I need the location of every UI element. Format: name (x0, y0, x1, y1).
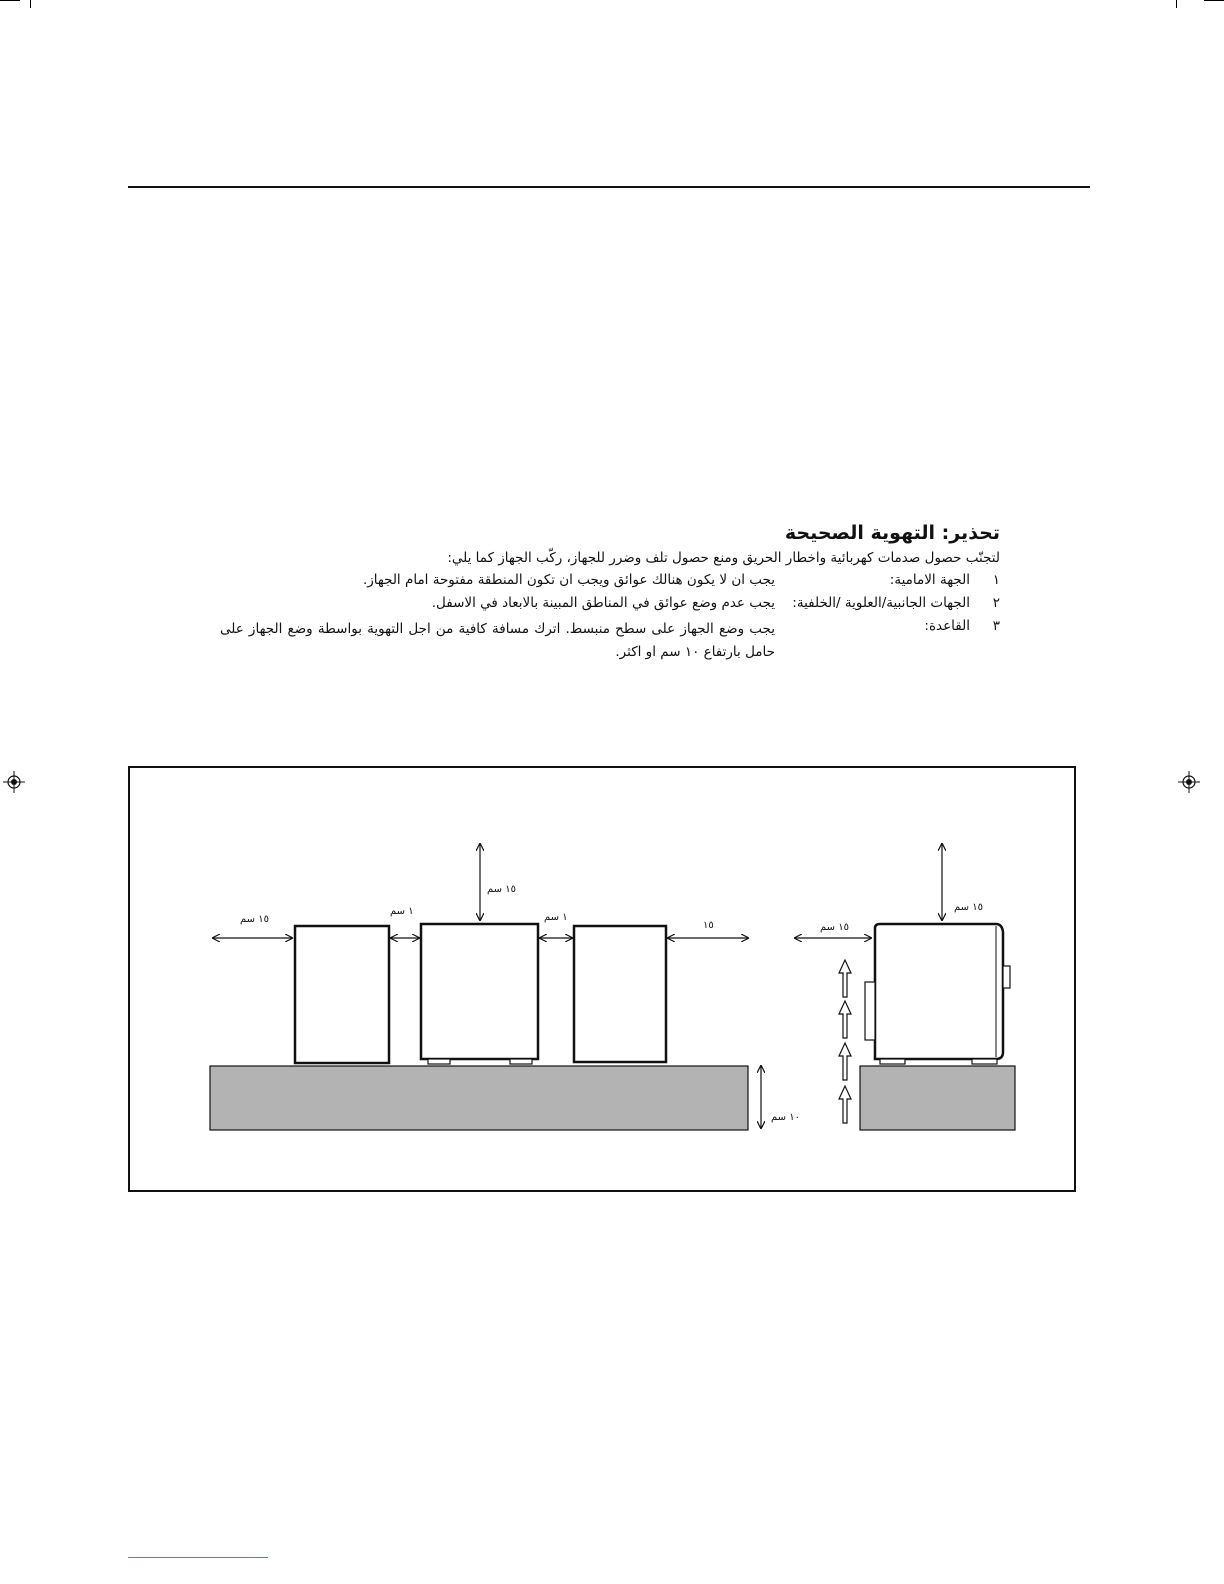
item-number: ٢ (992, 595, 1000, 611)
registration-mark-right-icon (1178, 771, 1200, 793)
airflow-arrows (839, 960, 851, 1123)
right-speaker (574, 926, 666, 1062)
item-label: الجهة الامامية: (889, 572, 970, 588)
side-top-clearance-label: ١٥ سم (954, 902, 983, 913)
airflow-arrow-icon (839, 960, 851, 997)
left-clearance-label: ١٥ سم (240, 914, 269, 925)
warning-item (220, 572, 1000, 595)
item-number: ٣ (992, 618, 1000, 634)
item-label: القاعدة: (924, 618, 970, 634)
side-knob (1003, 966, 1010, 988)
item-text: يجب ان لا يكون هنالك عوائق ويجب ان تكون المنطقة مفتوحة امام الجهاز. (362, 572, 775, 588)
crop-mark-top-left (0, 0, 20, 1)
warning-intro: لتجنّب حصول صدمات كهربائية واخطار الحريق ومنع حصول تلف وضرر للجهاز، ركّب الجهاز كما يلي: (447, 550, 1000, 566)
side-stand (860, 1066, 1015, 1130)
crop-mark-top-right-v (1176, 0, 1177, 8)
gap-left-label: ١ سم (390, 906, 414, 917)
side-foot-right (972, 1059, 997, 1064)
warning-item (220, 618, 1000, 664)
warning-title: تحذير: التهوية الصحيحة (784, 522, 1000, 544)
airflow-arrow-icon (839, 1043, 851, 1080)
crop-mark-top-left-v (30, 0, 31, 8)
footer-line (128, 1557, 268, 1558)
airflow-arrow-icon (839, 1001, 851, 1038)
item-label: الجهات الجانبية/العلوية /الخلفية: (792, 595, 970, 611)
gap-right-label: ١ سم (544, 912, 568, 923)
item-number: ١ (992, 572, 1000, 588)
main-unit-foot-left (428, 1059, 450, 1064)
item-text: يجب عدم وضع عوائق في المناطق المبينة بالابعاد في الاسفل. (431, 595, 775, 611)
ventilation-warning (220, 522, 1000, 664)
crop-mark-top-right (1204, 0, 1224, 1)
front-stand (210, 1066, 748, 1130)
side-rear-clearance-label: ١٥ سم (820, 922, 849, 933)
airflow-arrow-icon (839, 1086, 851, 1123)
main-unit-foot-right (510, 1059, 532, 1064)
side-foot-left (880, 1059, 905, 1064)
header-rule (128, 186, 1090, 188)
top-clearance-label: ١٥ سم (487, 884, 516, 895)
registration-mark-left-icon (3, 771, 25, 793)
base-height-label: ١٠ سم (771, 1112, 800, 1123)
warning-item (220, 595, 1000, 618)
main-unit-side (875, 924, 1003, 1059)
left-speaker (295, 926, 389, 1063)
main-unit-front (421, 924, 538, 1059)
right-clearance-label: ١٥ (703, 920, 714, 931)
item-text: يجب وضع الجهاز على سطح منبسط. اترك مسافة كافية من اجل التهوية بواسطة وضع الجهاز على حامل بارتفاع ١٠ سم او اكثر. (220, 621, 775, 660)
clearance-diagram (128, 766, 1076, 1192)
clearance-diagram-svg (130, 768, 1074, 1190)
side-rear-panel (865, 982, 875, 1040)
